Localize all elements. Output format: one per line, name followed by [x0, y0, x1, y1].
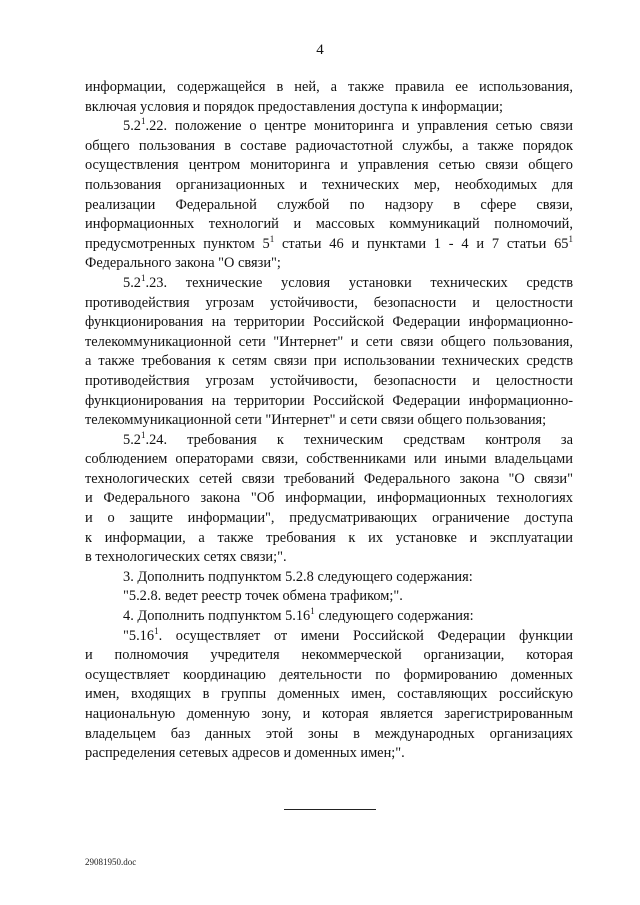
- text-line: пользования организационных и технических мер, необходимых для: [85, 176, 573, 193]
- text-line: к информации, а также требования к их установке и эксплуатации: [85, 529, 573, 546]
- text-line: осуществления центром мониторинга и управления сетью связи общего: [85, 157, 573, 174]
- text-line: противодействия угрозам устойчивости, безопасности и целостности: [85, 294, 573, 311]
- text-line: "5.2.8. ведет реестр точек обмена трафиком;".: [123, 588, 403, 605]
- text-line: общего пользования в составе радиочастотной службы, а также порядок: [85, 137, 573, 154]
- text-line: 3. Дополнить подпунктом 5.2.8 следующего содержания:: [123, 568, 473, 585]
- text-line: осуществляет координацию деятельности по формированию доменных: [85, 666, 573, 683]
- text-line: реализации Федеральной службой по надзору в сфере связи,: [85, 196, 573, 213]
- text-line: информационных технологий и массовых коммуникаций полномочий,: [85, 216, 573, 233]
- text-line: $5.2^1.24$. требования к техническим средствам контроля за: [123, 429, 573, 448]
- text-line: в технологических сетях связи;".: [85, 549, 287, 566]
- text-line: $5.2^1.23$. технические условия установки технических средств: [123, 272, 573, 291]
- text-line: и о защите информации", предусматривающих ограничение доступа: [85, 510, 573, 527]
- text-line: владельцем баз данных этой зоны в международных организациях: [85, 725, 573, 742]
- document-body-text: [85, 78, 573, 764]
- text-line: 4. Дополнить подпунктом 5.16$^1$ следующего содержания:: [123, 606, 474, 625]
- text-line: предусмотренных пунктом $5^1$ статьи 46 и пунктами 1 - 4 и 7 статьи $65^1$: [85, 233, 573, 252]
- text-line: соблюдением операторами связи, собственниками или иными владельцами: [85, 451, 573, 468]
- text-line: $5.2^1.22$. положение о центре мониторинга и управления сетью связи: [123, 116, 573, 135]
- text-line: и полномочия учредителя некоммерческой организации, которая: [85, 647, 573, 664]
- text-line: функционирования на территории Российской Федерации информационно-: [85, 314, 573, 331]
- text-line: и Федерального закона "Об информации, информационных технологиях: [85, 490, 573, 507]
- text-line: технологических сетей связи требований Федерального закона "О связи": [85, 470, 573, 487]
- text-line: информации, содержащейся в ней, а также правила ее использования,: [85, 79, 573, 95]
- text-line: противодействия угрозам устойчивости, безопасности и целостности: [85, 372, 573, 389]
- text-line: функционирования на территории Российской Федерации информационно-: [85, 392, 573, 409]
- text-line: "5.16$^1$. осуществляет от имени Российской Федерации функции: [123, 625, 573, 644]
- text-line: Федерального закона "О связи";: [85, 255, 281, 272]
- text-line: имен, входящих в группы доменных имен, составляющих российскую: [85, 686, 573, 703]
- text-line: национальную доменную зону, и которая является зарегистрированным: [85, 706, 573, 722]
- footer-file-name: 29081950.doc: [85, 857, 137, 867]
- page-number: 4: [316, 42, 324, 58]
- text-line: включая условия и порядок предоставления доступа к информации;: [85, 98, 504, 115]
- text-line: телекоммуникационной сети "Интернет" и сети связи общего пользования;: [85, 412, 547, 429]
- text-line: распределения сетевых адресов и доменных имен;".: [85, 745, 405, 762]
- footnote-separator-line: [284, 809, 376, 810]
- text-line: а также требования к сетям связи при использовании технических средств: [85, 353, 573, 370]
- text-line: телекоммуникационной сети "Интернет" и сети связи общего пользования,: [85, 333, 573, 350]
